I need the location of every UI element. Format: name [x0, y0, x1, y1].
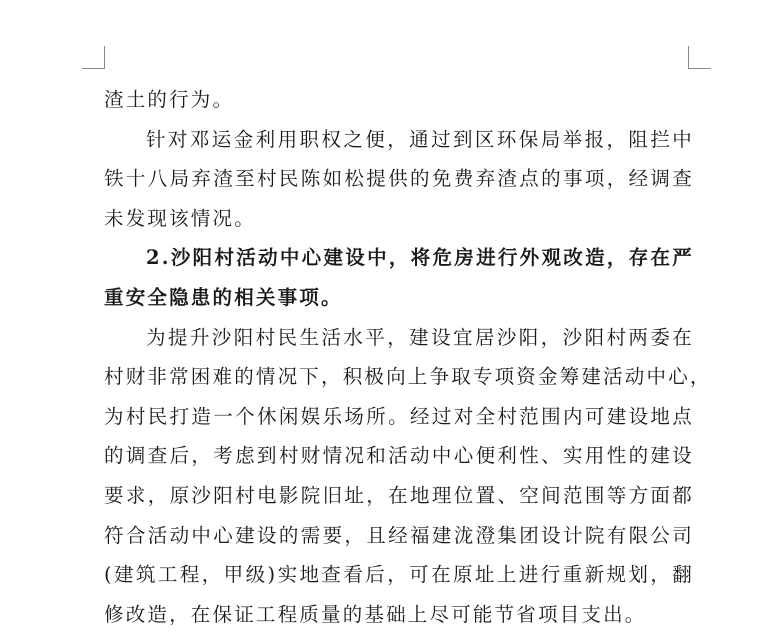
paragraph-line [104, 555, 694, 595]
line-text: 渣土的行为。 [104, 88, 235, 111]
line-text: (建筑工程，甲级)实地查看后，可在原址上进行重新规划，翻 [104, 563, 694, 587]
line-text: 符合活动中心建设的需要，且经福建泷澄集团设计院有限公司 [104, 523, 694, 547]
paragraph-line [104, 357, 712, 397]
line-text: 针对邓运金利用职权之便，通过到区环保局举报，阻拦中 [146, 127, 694, 151]
paragraph-line [104, 199, 694, 239]
paragraph-line [104, 80, 694, 120]
line-text: 的调查后，考虑到村财情况和活动中心便利性、实用性的建设 [104, 444, 694, 468]
document-body[interactable] [104, 80, 712, 634]
heading-line [104, 238, 694, 278]
paragraph-line [104, 318, 694, 358]
paragraph-line [104, 159, 694, 199]
line-text: 要求，原沙阳村电影院旧址，在地理位置、空间范围等方面都 [104, 483, 694, 507]
line-text: 铁十八局弃渣至村民陈如松提供的免费弃渣点的事项，经调查 [104, 167, 694, 191]
crop-mark-top-right [688, 46, 711, 69]
line-text: 为提升沙阳村民生活水平，建设宜居沙阳，沙阳村两委在 [146, 325, 694, 349]
line-text: 修改造，在保证工程质量的基础上尽可能节省项目支出。 [104, 602, 647, 626]
paragraph-line [104, 436, 694, 476]
crop-mark-top-left [82, 46, 105, 69]
line-text: 重安全隐患的相关事项。 [104, 285, 343, 309]
line-text: 未发现该情况。 [104, 206, 256, 230]
paragraph-line [104, 595, 694, 634]
line-text: 为村民打造一个休闲娱乐场所。经过对全村范围内可建设地点 [104, 404, 694, 428]
paragraph-line [104, 397, 694, 437]
paragraph-line [104, 476, 694, 516]
paragraph-line [104, 516, 694, 556]
line-text: 2.沙阳村活动中心建设中，将危房进行外观改造，存在严 [146, 246, 694, 270]
heading-line [104, 278, 694, 318]
line-text: 村财非常困难的情况下，积极向上争取专项资金筹建活动中心， [104, 365, 712, 389]
paragraph-line [104, 120, 694, 160]
